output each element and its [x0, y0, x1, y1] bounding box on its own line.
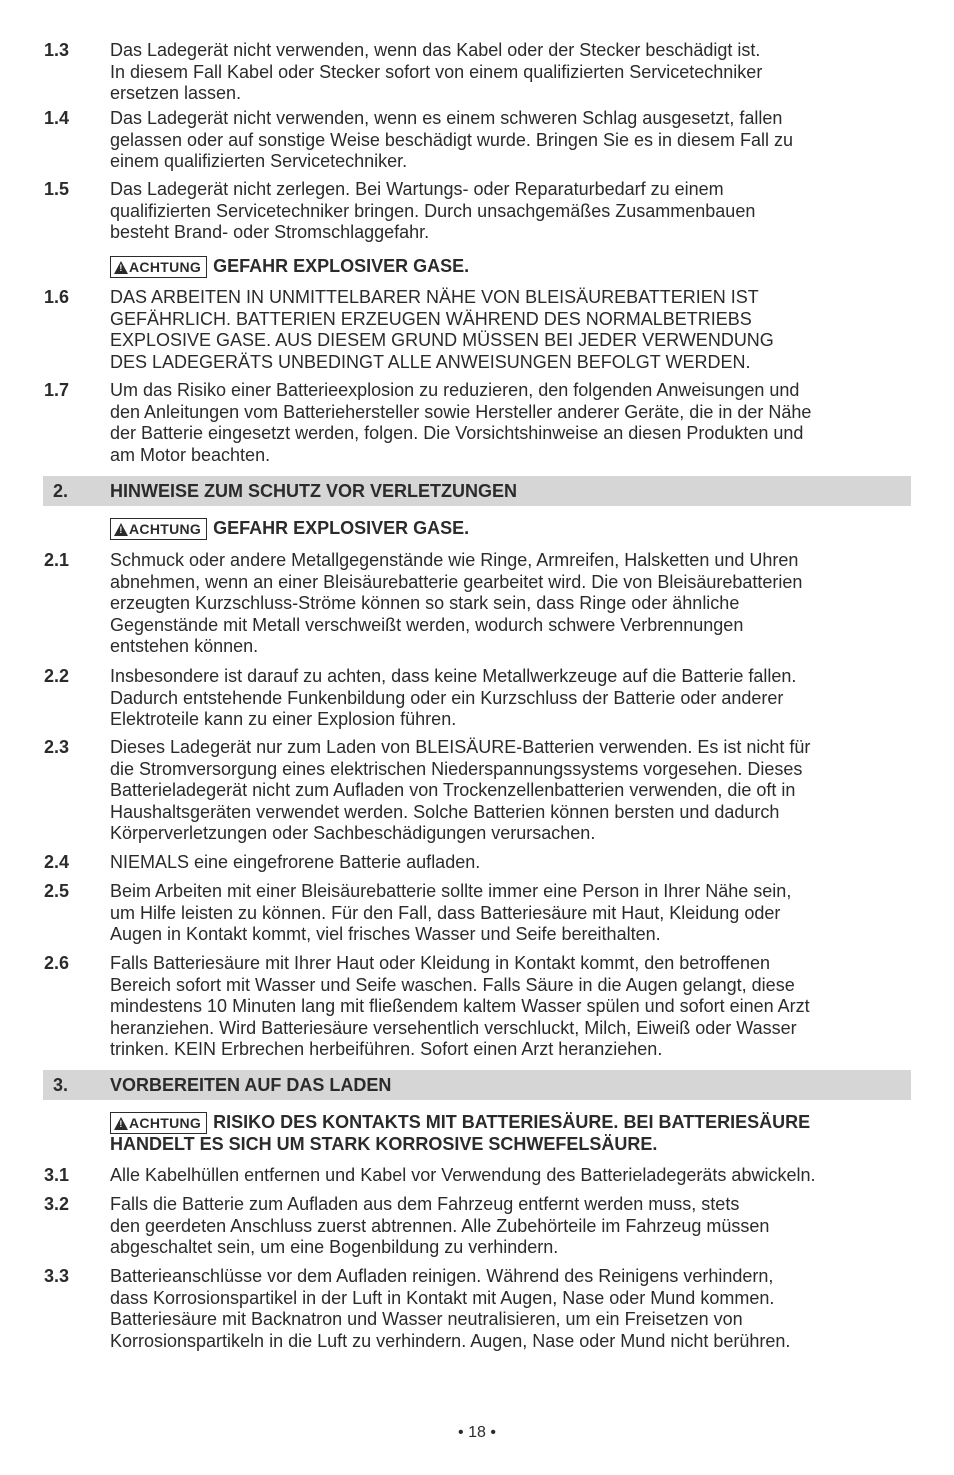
item-number: 3.3	[44, 1266, 70, 1286]
item-text: Das Ladegerät nicht zerlegen. Bei Wartungs- oder Reparaturbedarf zu einem qualifizierten Servicetechniker bringen. Durch unsachgemäßes Zusammenbauen besteht Brand- oder Stromschlaggefahr.	[110, 179, 756, 243]
item-number: 1.3	[44, 40, 70, 60]
item-number: 1.4	[44, 108, 70, 128]
list-item	[44, 1194, 914, 1259]
warning-badge: ! ACHTUNG	[110, 1112, 207, 1134]
warning-text: GEFAHR EXPLOSIVER GASE.	[213, 518, 470, 538]
list-item	[44, 953, 914, 1061]
item-number: 1.7	[44, 380, 70, 400]
section-number: 2.	[53, 481, 69, 501]
item-text: Falls Batteriesäure mit Ihrer Haut oder Kleidung in Kontakt kommt, den betroffenen Bereich sofort mit Wasser und Seife waschen. Falls Säure in die Augen gelangt, diese mindestens 10 Minuten lang mit fließendem kaltem Wasser spülen und sofort einen Arzt heranziehen. Wird Batteriesäure versehentlich verschluckt, Milch, Eiweiß oder Wasser trinken. KEIN Erbrechen herbeiführen. Sofort einen Arzt heranziehen.	[110, 953, 810, 1060]
item-text: Das Ladegerät nicht verwenden, wenn das Kabel oder der Stecker beschädigt ist. In diesem Fall Kabel oder Stecker sofort von einem qualifizierten Servicetechniker ersetzen lassen.	[110, 40, 763, 104]
warning-notice	[110, 256, 914, 278]
list-item	[44, 40, 914, 105]
item-number: 2.1	[44, 550, 70, 570]
list-item	[44, 1165, 914, 1187]
warning-triangle-icon: !	[114, 261, 128, 274]
item-number: 1.6	[44, 287, 70, 307]
warning-triangle-icon: !	[114, 1117, 128, 1130]
warning-triangle-icon: !	[114, 523, 128, 536]
item-number: 2.4	[44, 852, 70, 872]
list-item	[44, 108, 914, 173]
item-text: Beim Arbeiten mit einer Bleisäurebatterie sollte immer eine Person in Ihrer Nähe sein, um Hilfe leisten zu können. Für den Fall, dass Batteriesäure mit Haut, Kleidung oder Augen in Kontakt kommt, viel frisches Wasser und Seife bereithalten.	[110, 881, 792, 945]
item-number: 2.6	[44, 953, 70, 973]
list-item	[44, 666, 914, 731]
item-text: Alle Kabelhüllen entfernen und Kabel vor Verwendung des Batterieladegeräts abwickeln.	[110, 1165, 816, 1185]
item-number: 2.2	[44, 666, 70, 686]
list-item	[44, 287, 914, 373]
section-header	[43, 1070, 911, 1100]
list-item	[44, 179, 914, 244]
page-number: • 18 •	[458, 1424, 496, 1441]
section-header	[43, 476, 911, 506]
item-text: Dieses Ladegerät nur zum Laden von BLEISÄURE-Batterien verwenden. Es ist nicht für die Stromversorgung eines elektrischen Niederspannungssystems vorgesehen. Dieses Batterieladegerät nicht zum Aufladen von Trockenzellenbatterien verwenden, die oft in Haushaltsgeräten verwendet werden. Solche Batterien können bersten und dadurch Körperverletzungen oder Sachbeschädigungen verursachen.	[110, 737, 811, 844]
item-number: 2.5	[44, 881, 70, 901]
warning-notice	[110, 518, 914, 540]
list-item	[44, 1266, 914, 1352]
warning-badge: ! ACHTUNG	[110, 518, 207, 540]
item-text: Falls die Batterie zum Aufladen aus dem Fahrzeug entfernt werden muss, stets den geerdeten Anschluss zuerst abtrennen. Alle Zubehörteile im Fahrzeug müssen abgeschaltet sein, um eine Bogenbildung zu verhindern.	[110, 1194, 770, 1258]
list-item	[44, 550, 914, 658]
list-item	[44, 852, 914, 874]
section-title: HINWEISE ZUM SCHUTZ VOR VERLETZUNGEN	[110, 481, 518, 501]
item-text: Das Ladegerät nicht verwenden, wenn es einem schweren Schlag ausgesetzt, fallen gelassen oder auf sonstige Weise beschädigt wurde. Bringen Sie es in diesem Fall zu einem qualifizierten Servicetechniker.	[110, 108, 794, 172]
item-text: Um das Risiko einer Batterieexplosion zu reduzieren, den folgenden Anweisungen und den Anleitungen vom Batteriehersteller sowie Hersteller anderer Geräte, die in der Nähe der Batterie eingesetzt werden, folgen. Die Vorsichtshinweise an diesen Produkten und am Motor beachten.	[110, 380, 812, 465]
warning-notice	[110, 1112, 914, 1156]
item-text: Schmuck oder andere Metallgegenstände wie Ringe, Armreifen, Halsketten und Uhren abnehmen, wenn an einer Bleisäurebatterie gearbeitet wird. Die von Bleisäurebatterien erzeugten Kurzschluss-Ströme können so stark sein, dass Ringe oder ähnliche Gegenstände mit Metall verschweißt werden, wodurch schwere Verbrennungen entstehen können.	[110, 550, 803, 657]
list-item	[44, 737, 914, 845]
warning-badge: ! ACHTUNG	[110, 256, 207, 278]
item-text: DAS ARBEITEN IN UNMITTELBARER NÄHE VON BLEISÄUREBATTERIEN IST GEFÄHRLICH. BATTERIEN ERZEUGEN WÄHREND DES NORMALBETRIEBS EXPLOSIVE GASE. AUS DIESEM GRUND MÜSSEN BEI JEDER VERWENDUNG DES LADEGERÄTS UNBEDINGT ALLE ANWEISUNGEN BEFOLGT WERDEN.	[110, 287, 774, 372]
item-number: 3.2	[44, 1194, 70, 1214]
item-text: NIEMALS eine eingefrorene Batterie aufladen.	[110, 852, 481, 872]
item-text: Batterieanschlüsse vor dem Aufladen reinigen. Während des Reinigens verhindern, dass Korrosionspartikel in der Luft in Kontakt mit Augen, Nase oder Mund kommen. Batteriesäure mit Backnatron und Wasser neutralisieren, um ein Freisetzen von Korrosionspartikeln in die Luft zu verhindern. Augen, Nase oder Mund nicht berühren.	[110, 1266, 791, 1351]
section-number: 3.	[53, 1075, 69, 1095]
warning-text: RISIKO DES KONTAKTS MIT BATTERIESÄURE. BEI BATTERIESÄURE HANDELT ES SICH UM STARK KORROSIVE SCHWEFELSÄURE.	[110, 1112, 811, 1154]
item-number: 2.3	[44, 737, 70, 757]
section-title: VORBEREITEN AUF DAS LADEN	[110, 1075, 392, 1095]
list-item	[44, 881, 914, 946]
item-number: 1.5	[44, 179, 70, 199]
item-text: Insbesondere ist darauf zu achten, dass keine Metallwerkzeuge auf die Batterie fallen. Dadurch entstehende Funkenbildung oder ein Kurzschluss der Batterie oder anderer Elektroteile kann zu einer Explosion führen.	[110, 666, 797, 730]
list-item	[44, 380, 914, 466]
item-number: 3.1	[44, 1165, 70, 1185]
warning-text: GEFAHR EXPLOSIVER GASE.	[213, 256, 470, 276]
